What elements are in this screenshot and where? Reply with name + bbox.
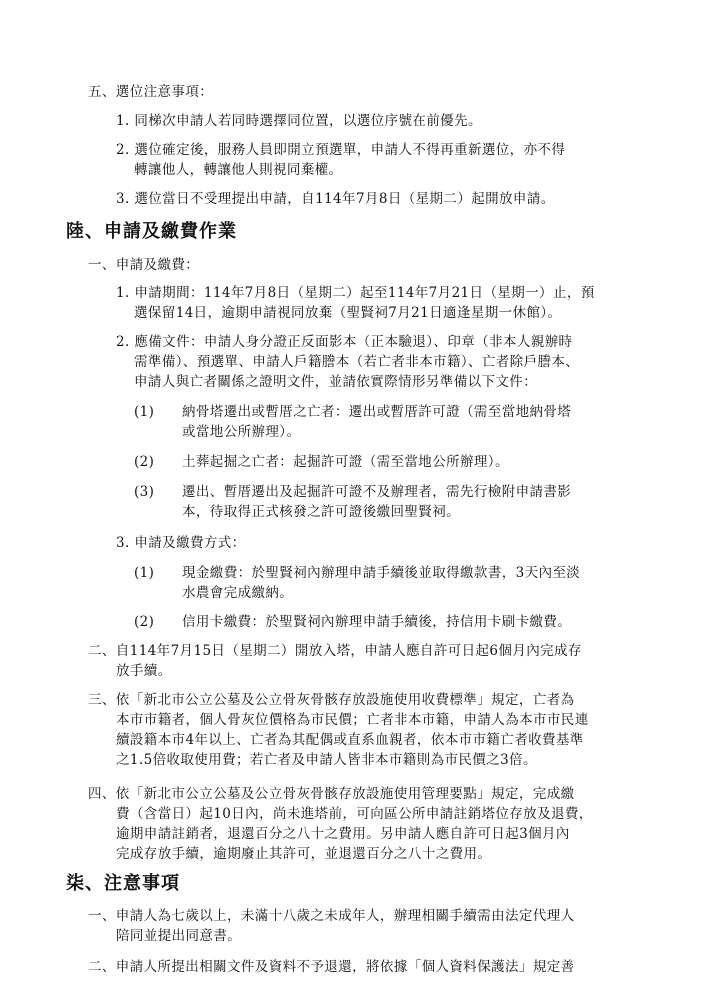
- doc-2-number: (2): [134, 454, 155, 470]
- sec6-sub2-line2: 放手續。: [116, 663, 172, 679]
- pay-2-number: (2): [134, 614, 155, 630]
- sec5-item-2-cont: 轉讓他人，轉讓他人則視同棄權。: [134, 162, 343, 178]
- pay-2-line1: 信用卡繳費：於聖賢祠內辦理申請手續後，持信用卡刷卡繳費。: [182, 614, 572, 630]
- sec6-item2-line1: 2. 應備文件：申請人身分證正反面影本（正本驗退）、印章（非本人親辦時: [116, 334, 573, 350]
- section-6-title: 陸、申請及繳費作業: [66, 221, 237, 242]
- sec6-sub4-line3: 逾期申請註銷者，退還百分之八十之費用。另申請人應自許可日起3個月內: [116, 826, 570, 842]
- sec5-item-2: 2. 選位確定後，服務人員即開立預選單，申請人不得再重新選位，亦不得: [116, 142, 566, 158]
- sec6-item1-line1: 1. 申請期間：114年7月8日（星期二）起至114年7月21日（星期一）止，預: [116, 285, 595, 301]
- pay-1-line2: 水農會完成繳納。: [182, 585, 294, 601]
- doc-1-line2: 或當地公所辦理）。: [182, 424, 301, 440]
- doc-2-line1: 土葬起掘之亡者：起掘許可證（需至當地公所辦理）。: [182, 454, 509, 470]
- doc-1-number: (1): [134, 404, 155, 420]
- sec6-item1-line2: 選保留14日，逾期申請視同放棄（聖賢祠7月21日適逢星期一休館）。: [134, 305, 562, 321]
- sec5-item-3: 3. 選位當日不受理提出申請，自114年7月8日（星期二）起開放申請。: [116, 191, 555, 207]
- sec6-sub3-line1: 三、依「新北市公立公墓及公立骨灰骨骸存放設施使用收費標準」規定，亡者為: [88, 692, 575, 708]
- doc-3-number: (3): [134, 484, 155, 500]
- sec6-sub3-line4: 之1.5倍收取使用費；若亡者及申請人皆非本市籍則為市民價之3倍。: [116, 752, 537, 768]
- sec6-sub3-line2: 本市市籍者，個人骨灰位價格為市民價；亡者非本市籍，申請人為本市市民連: [116, 712, 589, 728]
- sec6-sub4-line2: 費（含當日）起10日內，尚未進塔前，可向區公所申請註銷塔位存放及退費，: [116, 806, 593, 822]
- sec6-sub4-line1: 四、依「新北市公立公墓及公立骨灰骨骸存放設施使用管理要點」規定，完成繳: [88, 786, 575, 802]
- sec6-item3: 3. 申請及繳費方式：: [116, 535, 246, 551]
- sec7-sub1-line2: 陪同並提出同意書。: [116, 928, 242, 944]
- pay-1-number: (1): [134, 565, 155, 581]
- section-7-title: 柒、注意事項: [66, 873, 180, 894]
- sec6-sub1-heading: 一、申請及繳費：: [88, 257, 200, 273]
- sec6-item2-line3: 申請人與亡者關係之證明文件，並請依實際情形另準備以下文件：: [134, 374, 538, 390]
- sec6-sub2-line1: 二、自114年7月15日（星期二）開放入塔，申請人應自許可日起6個月內完成存: [88, 643, 582, 659]
- sec6-sub3-line3: 續設籍本市4年以上、亡者為其配偶或直系血親者，依本市市籍亡者收費基準: [116, 732, 584, 748]
- section-5-heading: 五、選位注意事項：: [88, 84, 214, 100]
- sec6-item2-line2: 需準備）、預選單、申請人戶籍謄本（若亡者非本市籍）、亡者除戶謄本、: [134, 354, 580, 370]
- doc-3-line1: 遷出、暫厝遷出及起掘許可證不及辦理者，需先行檢附申請書影: [182, 484, 572, 500]
- doc-3-line2: 本，待取得正式核發之許可證後繳回聖賢祠。: [182, 504, 460, 520]
- sec6-sub4-line4: 完成存放手續，逾期廢止其許可，並退還百分之八十之費用。: [116, 846, 492, 862]
- sec7-sub2-line1: 二、申請人所提出相關文件及資料不予退還，將依據「個人資料保護法」規定善: [88, 959, 575, 975]
- doc-1-line1: 納骨塔遷出或暫厝之亡者：遷出或暫厝許可證（需至當地納骨塔: [182, 404, 572, 420]
- sec5-item-1: 1. 同梯次申請人若同時選擇同位置，以選位序號在前優先。: [116, 113, 482, 129]
- sec7-sub1-line1: 一、申請人為七歲以上，未滿十八歲之未成年人，辦理相關手續需由法定代理人: [88, 908, 575, 924]
- pay-1-line1: 現金繳費：於聖賢祠內辦理申請手續後並取得繳款書，3天內至淡: [182, 565, 581, 581]
